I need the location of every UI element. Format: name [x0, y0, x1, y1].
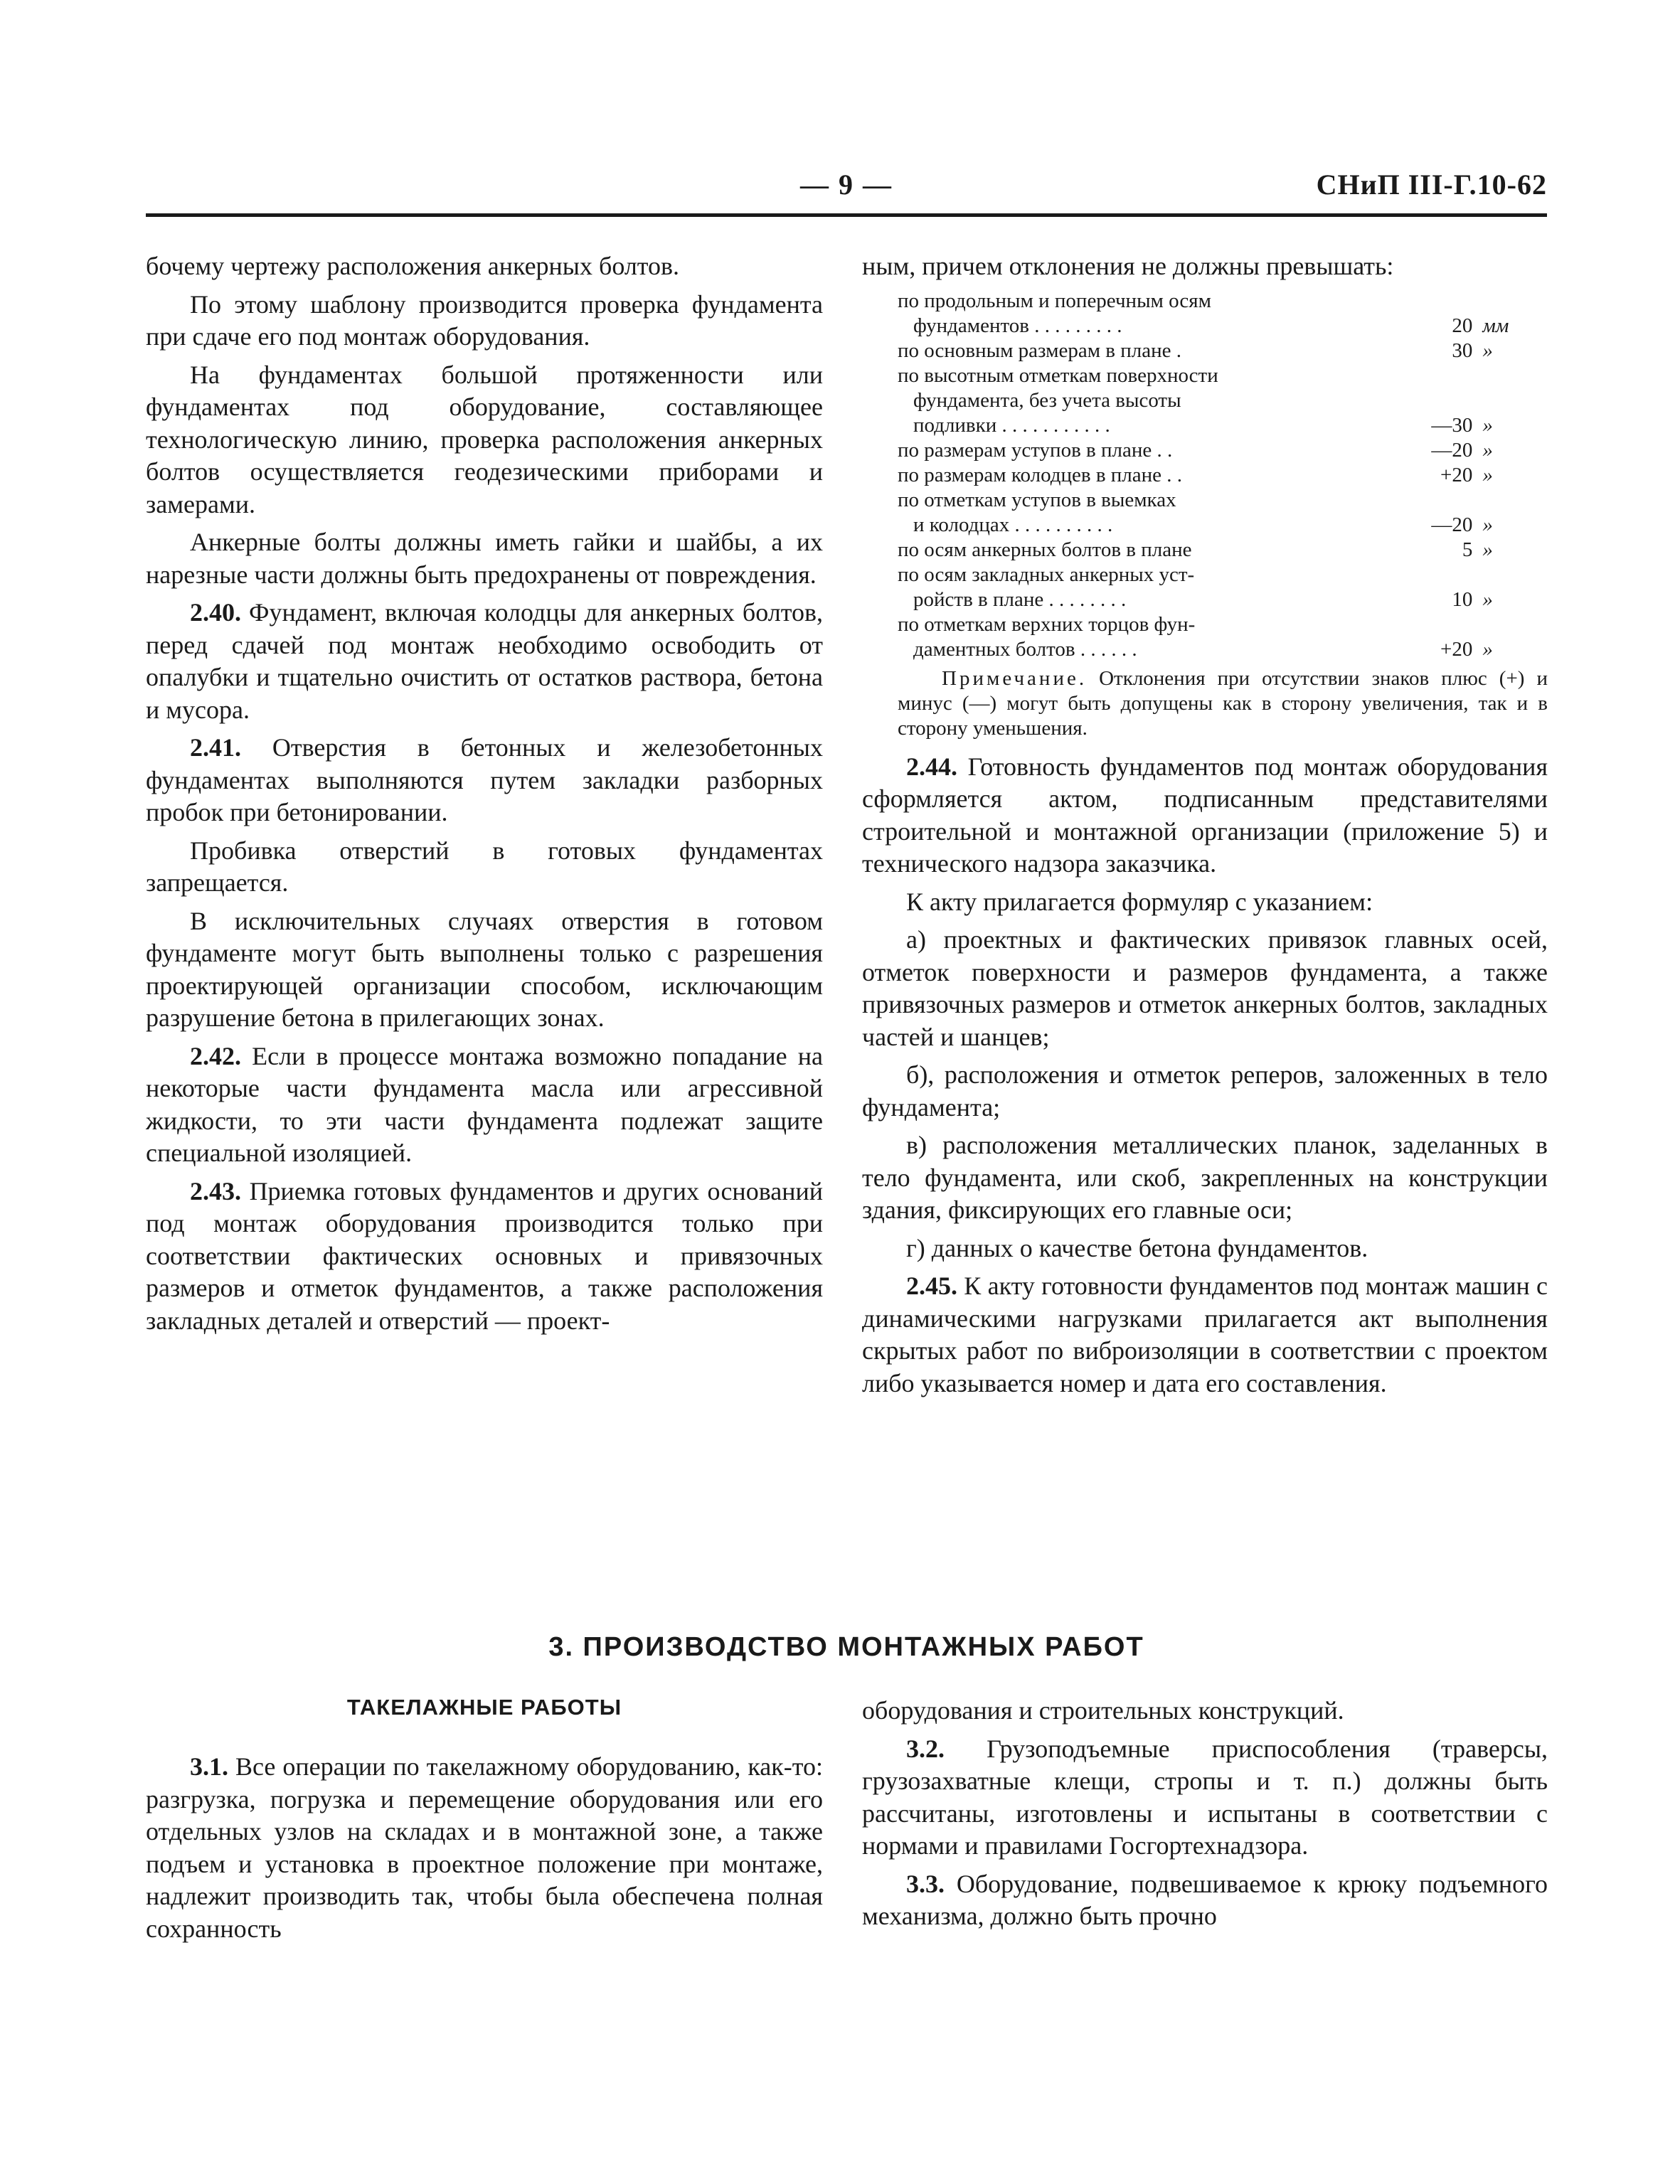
- tolerance-unit: [1472, 289, 1538, 314]
- section-title: 3. ПРОИЗВОДСТВО МОНТАЖНЫХ РАБОТ: [548, 1632, 1144, 1662]
- list-item: б), расположения и отметок реперов, заложенных в тело фундамента;: [862, 1060, 1548, 1122]
- tolerance-value: 20: [1452, 314, 1473, 337]
- clause-3-3: [862, 1868, 1548, 1933]
- section3-left-column: [146, 1751, 823, 1951]
- note-label: Примечание.: [942, 666, 1088, 690]
- tolerance-row: [898, 612, 1538, 637]
- paragraph: На фундаментах большой протяженности или фундаментах под оборудование, составляющее технологическую линию, проверка расположения анкерных болтов осуществляется геодезическими приборами и замерами.: [146, 360, 823, 518]
- tolerance-unit: »: [1482, 339, 1493, 362]
- clause-2-41: [146, 732, 823, 829]
- tolerance-table: [898, 289, 1538, 662]
- tolerance-unit: мм: [1482, 314, 1509, 337]
- tolerance-row: [898, 538, 1538, 563]
- clause-2-44: [862, 751, 1548, 880]
- tolerance-unit: [1472, 563, 1538, 587]
- tolerance-unit: [1472, 388, 1538, 413]
- note-text: Отклонения при отсутствии знаков плюс (+) и минус (—) могут быть допущены как в сторону увеличения, так и в сторону уменьшения.: [898, 666, 1548, 740]
- tolerance-unit: [1472, 612, 1538, 637]
- clause-number: 3.1.: [190, 1752, 228, 1781]
- tolerance-name: по высотным отметкам поверхности: [898, 363, 1218, 387]
- clause-text: К акту готовности фундаментов под монтаж машин с динамическими нагрузками прилагается акт выполнения скрытых работ по виброизоляции в соответствии с проектом либо указывается номер и дата его составления.: [862, 1272, 1548, 1397]
- tolerance-name: по осям анкерных болтов в плане: [898, 538, 1192, 561]
- tolerance-value: 30: [1452, 339, 1473, 362]
- tolerance-row: [898, 388, 1538, 413]
- clause-number: 2.44.: [906, 752, 957, 781]
- paragraph: К акту прилагается формуляр с указанием:: [906, 887, 1373, 916]
- tolerance-name: по отметкам верхних торцов фун-: [898, 612, 1196, 636]
- clause-text: Приемка готовых фундаментов и других оснований под монтаж оборудования производится только при соответствии фактических основных и привязочных размеров и отметок фундаментов, а также расположения закладных деталей и отверстий — проект-: [146, 1176, 823, 1335]
- tolerance-unit: »: [1482, 587, 1493, 611]
- section3-right-column: [862, 1695, 1548, 1939]
- paragraph: По этому шаблону производится проверка фундамента при сдаче его под монтаж оборудования.: [146, 289, 823, 351]
- subsection-title: ТАКЕЛАЖНЫЕ РАБОТЫ: [346, 1695, 622, 1720]
- tolerance-value: [1410, 563, 1473, 587]
- tolerance-row: [898, 563, 1538, 587]
- left-column: [146, 250, 823, 1343]
- clause-text: Отверстия в бетонных и железобетонных фундаментах выполняются путем закладки разборных пробок при бетонировании.: [146, 733, 823, 826]
- tolerance-unit: »: [1482, 513, 1493, 536]
- clause-text: Если в процессе монтажа возможно попадание на некоторые части фундамента масла или агрессивной жидкости, то эти части фундамента подлежат защите специальной изоляцией.: [146, 1041, 824, 1167]
- tolerance-unit: »: [1482, 637, 1493, 661]
- tolerance-value: +20: [1440, 463, 1473, 486]
- tolerance-row: [898, 339, 1538, 363]
- tolerance-row: [898, 488, 1538, 513]
- tolerance-value: —20: [1431, 513, 1473, 536]
- clause-number: 3.3.: [906, 1869, 945, 1898]
- tolerance-value: [1410, 612, 1473, 637]
- header-rule: [146, 213, 1547, 217]
- right-column: [862, 250, 1548, 1405]
- clause-text: Фундамент, включая колодцы для анкерных болтов, перед сдачей под монтаж необходимо освободить от опалубки и тщательно очистить от остатков раствора, бетона и мусора.: [146, 598, 823, 724]
- table-note: [898, 666, 1548, 741]
- clause-number: 2.43.: [190, 1176, 241, 1205]
- tolerance-name: фундаментов . . . . . . . . .: [913, 314, 1122, 337]
- clause-2-43: [146, 1176, 823, 1338]
- clause-3-1: [146, 1751, 823, 1945]
- tolerance-unit: »: [1482, 438, 1493, 462]
- clause-text: Готовность фундаментов под монтаж оборудования сформляется актом, подписанным представителями строительной и монтажной организации (приложение 5) и технического надзора заказчика.: [862, 752, 1548, 878]
- tolerance-name: подливки . . . . . . . . . . .: [913, 413, 1110, 437]
- tolerance-row: [898, 289, 1538, 314]
- tolerance-name: даментных болтов . . . . . .: [913, 637, 1137, 661]
- tolerance-name: ройств в плане . . . . . . . .: [913, 587, 1127, 611]
- clause-number: 2.45.: [906, 1272, 957, 1300]
- tolerance-name: по осям закладных анкерных уст-: [898, 563, 1195, 586]
- clause-2-40: [146, 597, 823, 726]
- clause-text: Грузоподъемные приспособления (траверсы, грузозахватные клещи, стропы и т. п.) должны быть рассчитаны, изготовлены и испытаны в соответствии с нормами и правилами Госгортехнадзора.: [862, 1734, 1548, 1860]
- paragraph: бочему чертежу расположения анкерных болтов.: [146, 252, 680, 280]
- tolerance-unit: [1472, 488, 1538, 513]
- paragraph: В исключительных случаях отверстия в готовом фундаменте могут быть выполнены только с разрешения проектирующей организации способом, исключающим разрушение бетона в прилегающих зонах.: [146, 906, 823, 1032]
- tolerance-row: [898, 513, 1538, 538]
- list-item: а) проектных и фактических привязок главных осей, отметок поверхности и размеров фундамента, а также привязочных размеров и отметок анкерных болтов, закладных частей и шанцев;: [862, 925, 1548, 1051]
- tolerance-name: по основным размерам в плане .: [898, 339, 1181, 362]
- clause-number: 3.2.: [906, 1734, 945, 1763]
- tolerance-unit: »: [1482, 538, 1493, 561]
- clause-3-2: [862, 1733, 1548, 1863]
- tolerance-row: [898, 363, 1538, 388]
- tolerance-value: 5: [1462, 538, 1473, 561]
- tolerance-value: +20: [1440, 637, 1473, 661]
- clause-number: 2.42.: [190, 1041, 241, 1070]
- page-number: — 9 —: [800, 169, 893, 201]
- clause-2-45: [862, 1270, 1548, 1400]
- list-item: в) расположения металлических планок, заделанных в тело фундамента, или скоб, закрепленных на конструкции здания, фиксирующих его главные оси;: [862, 1131, 1548, 1224]
- tolerance-name: по отметкам уступов в выемках: [898, 488, 1176, 511]
- tolerance-value: [1410, 363, 1473, 388]
- tolerance-row: [898, 587, 1538, 612]
- document-code: СНиП III-Г.10-62: [1316, 169, 1547, 201]
- tolerance-unit: »: [1482, 463, 1493, 486]
- tolerance-value: —20: [1431, 438, 1473, 462]
- clause-number: 2.40.: [190, 598, 241, 627]
- tolerance-row: [898, 438, 1538, 463]
- tolerance-name: и колодцах . . . . . . . . . .: [913, 513, 1113, 536]
- tolerance-name: по размерам уступов в плане . .: [898, 438, 1173, 462]
- tolerance-row: [898, 637, 1538, 662]
- tolerance-value: [1410, 388, 1473, 413]
- tolerance-unit: »: [1482, 413, 1493, 437]
- paragraph: Пробивка отверстий в готовых фундаментах запрещается.: [146, 836, 823, 897]
- tolerance-name: по размерам колодцев в плане . .: [898, 463, 1183, 486]
- paragraph: ным, причем отклонения не должны превышать:: [862, 252, 1394, 280]
- list-item: г) данных о качестве бетона фундаментов.: [906, 1233, 1368, 1262]
- tolerance-name: по продольным и поперечным осям: [898, 289, 1211, 312]
- tolerance-row: [898, 463, 1538, 488]
- tolerance-value: 10: [1452, 587, 1473, 611]
- tolerance-row: [898, 413, 1538, 438]
- tolerance-value: [1410, 289, 1473, 314]
- tolerance-unit: [1472, 363, 1538, 388]
- clause-text: Оборудование, подвешиваемое к крюку подъемного механизма, должно быть прочно: [862, 1869, 1548, 1930]
- paragraph: оборудования и строительных конструкций.: [862, 1696, 1344, 1725]
- tolerance-name: фундамента, без учета высоты: [913, 388, 1181, 412]
- clause-number: 2.41.: [190, 733, 241, 762]
- clause-2-42: [146, 1040, 823, 1170]
- paragraph: Анкерные болты должны иметь гайки и шайбы, а их нарезные части должны быть предохранены от повреждения.: [146, 528, 823, 589]
- tolerance-value: —30: [1431, 413, 1473, 437]
- tolerance-row: [898, 314, 1538, 339]
- tolerance-value: [1410, 488, 1473, 513]
- page-header: [146, 165, 1547, 215]
- clause-text: Все операции по такелажному оборудованию, как-то: разгрузка, погрузка и перемещение оборудования или его отдельных узлов на складах и в монтажной зоне, а также подъем и установка в проектное положение при монтаже, надлежит производить так, чтобы была обеспечена полная сохранность: [146, 1752, 824, 1943]
